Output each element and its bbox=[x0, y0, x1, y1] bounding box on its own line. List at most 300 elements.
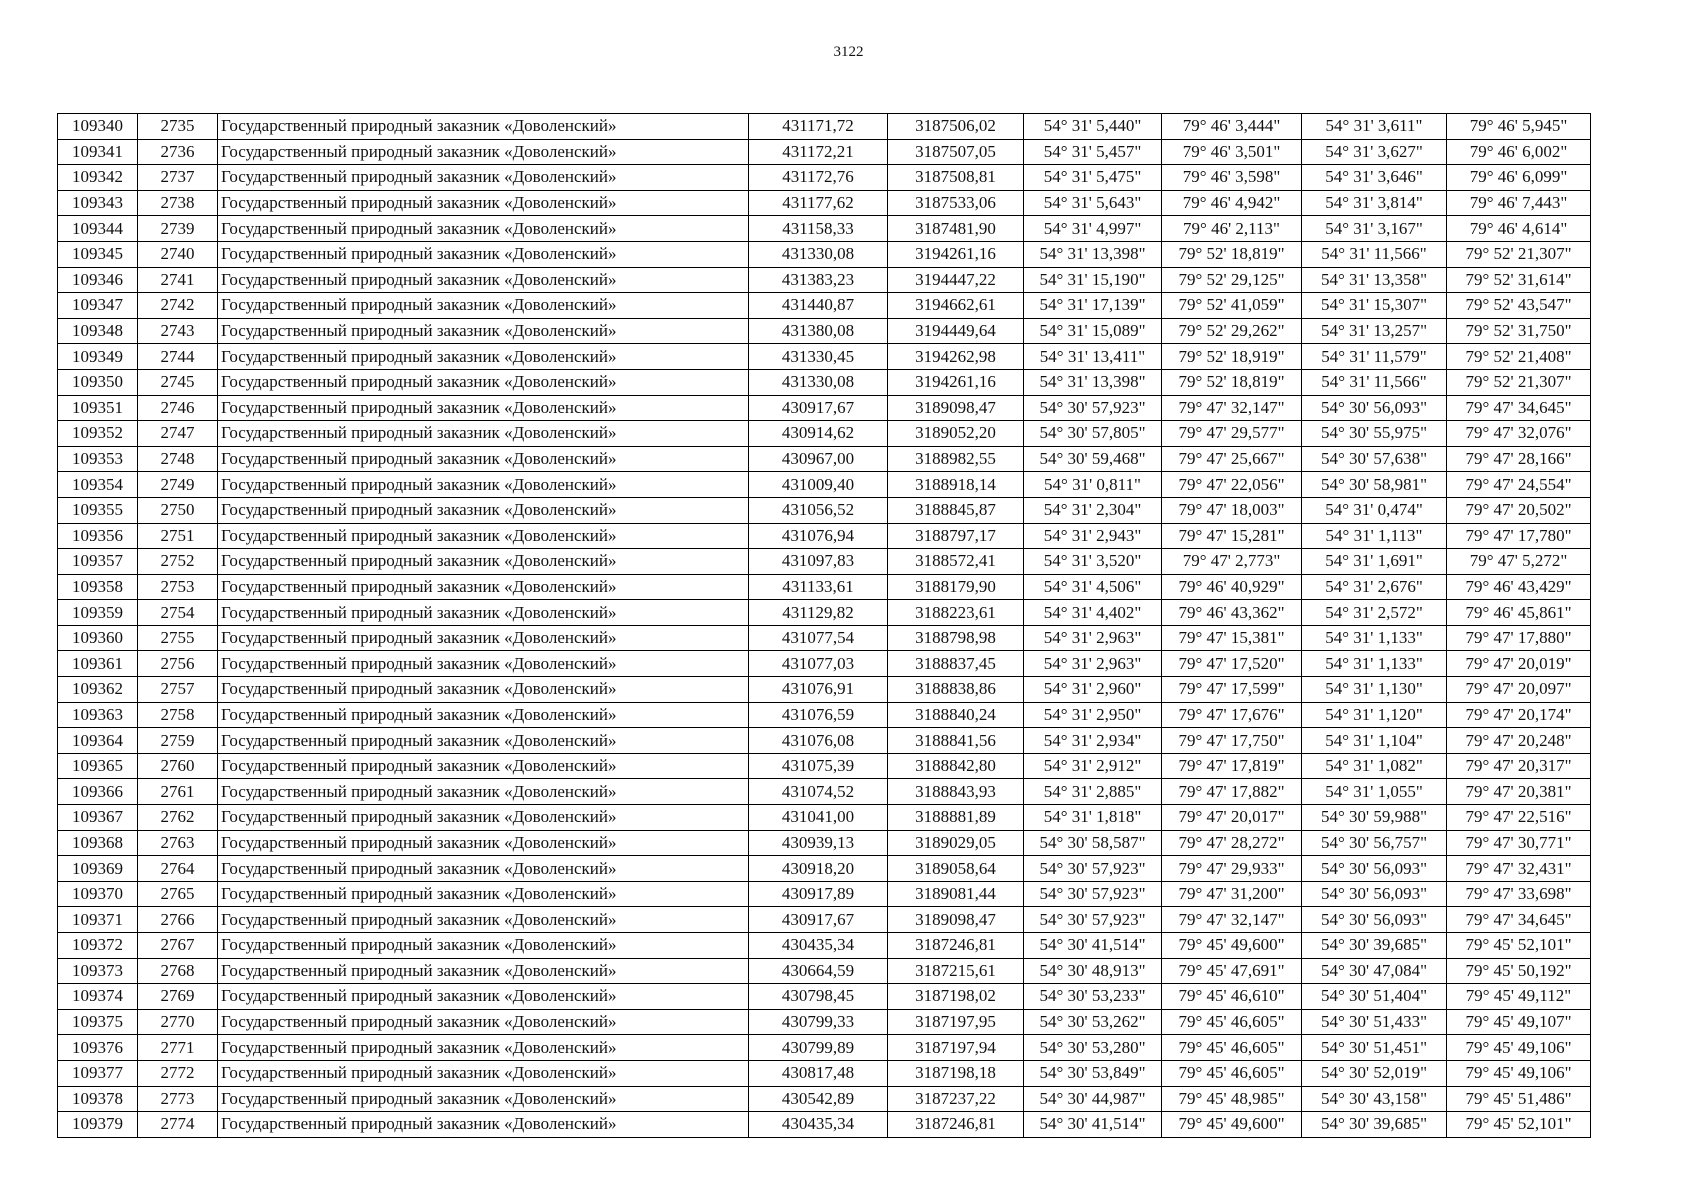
reserve-name-cell: Государственный природный заказник «Доволенский» bbox=[218, 574, 749, 600]
longitude-1-cell: 79° 47' 32,147" bbox=[1162, 395, 1302, 421]
row-id-cell: 109374 bbox=[58, 984, 138, 1010]
latitude-1-cell: 54° 31' 15,190" bbox=[1024, 267, 1162, 293]
point-number-cell: 2736 bbox=[138, 139, 218, 165]
latitude-1-cell: 54° 30' 41,514" bbox=[1024, 1112, 1162, 1138]
point-number-cell: 2747 bbox=[138, 421, 218, 447]
latitude-2-cell: 54° 30' 51,433" bbox=[1302, 1009, 1447, 1035]
row-id-cell: 109362 bbox=[58, 677, 138, 703]
y-coord-cell: 3188837,45 bbox=[888, 651, 1024, 677]
latitude-2-cell: 54° 30' 57,638" bbox=[1302, 446, 1447, 472]
longitude-2-cell: 79° 52' 21,307" bbox=[1447, 369, 1591, 395]
row-id-cell: 109367 bbox=[58, 805, 138, 831]
table-row bbox=[58, 165, 1591, 191]
latitude-1-cell: 54° 31' 2,950" bbox=[1024, 702, 1162, 728]
longitude-1-cell: 79° 46' 3,501" bbox=[1162, 139, 1302, 165]
y-coord-cell: 3194447,22 bbox=[888, 267, 1024, 293]
y-coord-cell: 3188841,56 bbox=[888, 728, 1024, 754]
reserve-name-cell: Государственный природный заказник «Доволенский» bbox=[218, 958, 749, 984]
latitude-2-cell: 54° 31' 1,082" bbox=[1302, 753, 1447, 779]
reserve-name-cell: Государственный природный заказник «Доволенский» bbox=[218, 190, 749, 216]
row-id-cell: 109348 bbox=[58, 318, 138, 344]
reserve-name-cell: Государственный природный заказник «Доволенский» bbox=[218, 984, 749, 1010]
latitude-2-cell: 54° 30' 55,975" bbox=[1302, 421, 1447, 447]
point-number-cell: 2766 bbox=[138, 907, 218, 933]
coordinates-table bbox=[57, 113, 1591, 1138]
y-coord-cell: 3188838,86 bbox=[888, 677, 1024, 703]
point-number-cell: 2745 bbox=[138, 369, 218, 395]
table-row bbox=[58, 702, 1591, 728]
latitude-1-cell: 54° 30' 59,468" bbox=[1024, 446, 1162, 472]
longitude-1-cell: 79° 52' 18,819" bbox=[1162, 369, 1302, 395]
point-number-cell: 2756 bbox=[138, 651, 218, 677]
latitude-1-cell: 54° 30' 53,233" bbox=[1024, 984, 1162, 1010]
x-coord-cell: 430435,34 bbox=[749, 1112, 888, 1138]
y-coord-cell: 3194261,16 bbox=[888, 241, 1024, 267]
table-row bbox=[58, 753, 1591, 779]
y-coord-cell: 3187246,81 bbox=[888, 933, 1024, 959]
reserve-name-cell: Государственный природный заказник «Доволенский» bbox=[218, 856, 749, 882]
longitude-2-cell: 79° 45' 52,101" bbox=[1447, 933, 1591, 959]
latitude-1-cell: 54° 30' 58,587" bbox=[1024, 830, 1162, 856]
longitude-2-cell: 79° 47' 20,174" bbox=[1447, 702, 1591, 728]
reserve-name-cell: Государственный природный заказник «Доволенский» bbox=[218, 241, 749, 267]
table-row bbox=[58, 344, 1591, 370]
row-id-cell: 109369 bbox=[58, 856, 138, 882]
y-coord-cell: 3187197,95 bbox=[888, 1009, 1024, 1035]
x-coord-cell: 430917,67 bbox=[749, 907, 888, 933]
y-coord-cell: 3194261,16 bbox=[888, 369, 1024, 395]
latitude-2-cell: 54° 30' 59,988" bbox=[1302, 805, 1447, 831]
latitude-2-cell: 54° 31' 15,307" bbox=[1302, 293, 1447, 319]
latitude-1-cell: 54° 31' 13,398" bbox=[1024, 241, 1162, 267]
longitude-2-cell: 79° 46' 5,945" bbox=[1447, 114, 1591, 140]
latitude-2-cell: 54° 30' 39,685" bbox=[1302, 1112, 1447, 1138]
longitude-1-cell: 79° 46' 40,929" bbox=[1162, 574, 1302, 600]
table-row bbox=[58, 1112, 1591, 1138]
reserve-name-cell: Государственный природный заказник «Доволенский» bbox=[218, 1112, 749, 1138]
table-row bbox=[58, 114, 1591, 140]
longitude-1-cell: 79° 47' 25,667" bbox=[1162, 446, 1302, 472]
x-coord-cell: 431172,76 bbox=[749, 165, 888, 191]
y-coord-cell: 3187237,22 bbox=[888, 1086, 1024, 1112]
longitude-1-cell: 79° 46' 4,942" bbox=[1162, 190, 1302, 216]
row-id-cell: 109341 bbox=[58, 139, 138, 165]
longitude-2-cell: 79° 46' 6,002" bbox=[1447, 139, 1591, 165]
latitude-2-cell: 54° 30' 39,685" bbox=[1302, 933, 1447, 959]
longitude-1-cell: 79° 47' 20,017" bbox=[1162, 805, 1302, 831]
longitude-2-cell: 79° 47' 20,097" bbox=[1447, 677, 1591, 703]
longitude-1-cell: 79° 46' 43,362" bbox=[1162, 600, 1302, 626]
latitude-1-cell: 54° 31' 4,997" bbox=[1024, 216, 1162, 242]
longitude-1-cell: 79° 45' 48,985" bbox=[1162, 1086, 1302, 1112]
latitude-1-cell: 54° 31' 17,139" bbox=[1024, 293, 1162, 319]
y-coord-cell: 3189052,20 bbox=[888, 421, 1024, 447]
longitude-2-cell: 79° 47' 17,880" bbox=[1447, 625, 1591, 651]
reserve-name-cell: Государственный природный заказник «Доволенский» bbox=[218, 625, 749, 651]
table-row bbox=[58, 779, 1591, 805]
point-number-cell: 2746 bbox=[138, 395, 218, 421]
longitude-1-cell: 79° 47' 17,520" bbox=[1162, 651, 1302, 677]
x-coord-cell: 431056,52 bbox=[749, 497, 888, 523]
x-coord-cell: 431171,72 bbox=[749, 114, 888, 140]
longitude-1-cell: 79° 47' 17,882" bbox=[1162, 779, 1302, 805]
reserve-name-cell: Государственный природный заказник «Доволенский» bbox=[218, 907, 749, 933]
longitude-1-cell: 79° 47' 29,577" bbox=[1162, 421, 1302, 447]
x-coord-cell: 430917,67 bbox=[749, 395, 888, 421]
reserve-name-cell: Государственный природный заказник «Доволенский» bbox=[218, 216, 749, 242]
row-id-cell: 109352 bbox=[58, 421, 138, 447]
point-number-cell: 2764 bbox=[138, 856, 218, 882]
latitude-2-cell: 54° 30' 43,158" bbox=[1302, 1086, 1447, 1112]
latitude-2-cell: 54° 31' 3,167" bbox=[1302, 216, 1447, 242]
longitude-1-cell: 79° 45' 46,610" bbox=[1162, 984, 1302, 1010]
latitude-1-cell: 54° 31' 2,912" bbox=[1024, 753, 1162, 779]
reserve-name-cell: Государственный природный заказник «Доволенский» bbox=[218, 267, 749, 293]
longitude-2-cell: 79° 47' 32,431" bbox=[1447, 856, 1591, 882]
table-row bbox=[58, 216, 1591, 242]
latitude-2-cell: 54° 31' 3,611" bbox=[1302, 114, 1447, 140]
longitude-1-cell: 79° 52' 18,819" bbox=[1162, 241, 1302, 267]
y-coord-cell: 3188179,90 bbox=[888, 574, 1024, 600]
y-coord-cell: 3188840,24 bbox=[888, 702, 1024, 728]
latitude-2-cell: 54° 31' 11,566" bbox=[1302, 369, 1447, 395]
longitude-2-cell: 79° 47' 5,272" bbox=[1447, 549, 1591, 575]
x-coord-cell: 430817,48 bbox=[749, 1060, 888, 1086]
x-coord-cell: 430664,59 bbox=[749, 958, 888, 984]
reserve-name-cell: Государственный природный заказник «Доволенский» bbox=[218, 318, 749, 344]
point-number-cell: 2740 bbox=[138, 241, 218, 267]
row-id-cell: 109365 bbox=[58, 753, 138, 779]
latitude-1-cell: 54° 31' 4,402" bbox=[1024, 600, 1162, 626]
point-number-cell: 2751 bbox=[138, 523, 218, 549]
row-id-cell: 109376 bbox=[58, 1035, 138, 1061]
latitude-2-cell: 54° 31' 3,627" bbox=[1302, 139, 1447, 165]
table-row bbox=[58, 421, 1591, 447]
longitude-2-cell: 79° 47' 33,698" bbox=[1447, 881, 1591, 907]
longitude-1-cell: 79° 46' 3,444" bbox=[1162, 114, 1302, 140]
point-number-cell: 2753 bbox=[138, 574, 218, 600]
table-row bbox=[58, 293, 1591, 319]
point-number-cell: 2737 bbox=[138, 165, 218, 191]
table-row bbox=[58, 369, 1591, 395]
x-coord-cell: 431177,62 bbox=[749, 190, 888, 216]
longitude-1-cell: 79° 45' 49,600" bbox=[1162, 1112, 1302, 1138]
table-row bbox=[58, 625, 1591, 651]
reserve-name-cell: Государственный природный заказник «Доволенский» bbox=[218, 830, 749, 856]
y-coord-cell: 3188881,89 bbox=[888, 805, 1024, 831]
row-id-cell: 109358 bbox=[58, 574, 138, 600]
table-row bbox=[58, 267, 1591, 293]
x-coord-cell: 431172,21 bbox=[749, 139, 888, 165]
latitude-2-cell: 54° 31' 2,572" bbox=[1302, 600, 1447, 626]
row-id-cell: 109372 bbox=[58, 933, 138, 959]
point-number-cell: 2772 bbox=[138, 1060, 218, 1086]
latitude-2-cell: 54° 31' 0,474" bbox=[1302, 497, 1447, 523]
row-id-cell: 109370 bbox=[58, 881, 138, 907]
y-coord-cell: 3188918,14 bbox=[888, 472, 1024, 498]
longitude-1-cell: 79° 47' 29,933" bbox=[1162, 856, 1302, 882]
x-coord-cell: 431133,61 bbox=[749, 574, 888, 600]
table-row bbox=[58, 984, 1591, 1010]
reserve-name-cell: Государственный природный заказник «Доволенский» bbox=[218, 549, 749, 575]
longitude-2-cell: 79° 47' 17,780" bbox=[1447, 523, 1591, 549]
table-row bbox=[58, 856, 1591, 882]
reserve-name-cell: Государственный природный заказник «Доволенский» bbox=[218, 1035, 749, 1061]
latitude-1-cell: 54° 30' 57,923" bbox=[1024, 395, 1162, 421]
point-number-cell: 2757 bbox=[138, 677, 218, 703]
latitude-1-cell: 54° 30' 53,262" bbox=[1024, 1009, 1162, 1035]
y-coord-cell: 3187508,81 bbox=[888, 165, 1024, 191]
reserve-name-cell: Государственный природный заказник «Доволенский» bbox=[218, 805, 749, 831]
x-coord-cell: 431075,39 bbox=[749, 753, 888, 779]
point-number-cell: 2760 bbox=[138, 753, 218, 779]
longitude-2-cell: 79° 46' 6,099" bbox=[1447, 165, 1591, 191]
row-id-cell: 109359 bbox=[58, 600, 138, 626]
latitude-1-cell: 54° 31' 4,506" bbox=[1024, 574, 1162, 600]
longitude-2-cell: 79° 47' 22,516" bbox=[1447, 805, 1591, 831]
latitude-2-cell: 54° 31' 3,646" bbox=[1302, 165, 1447, 191]
point-number-cell: 2762 bbox=[138, 805, 218, 831]
latitude-1-cell: 54° 31' 5,643" bbox=[1024, 190, 1162, 216]
point-number-cell: 2759 bbox=[138, 728, 218, 754]
x-coord-cell: 430798,45 bbox=[749, 984, 888, 1010]
y-coord-cell: 3189098,47 bbox=[888, 907, 1024, 933]
latitude-1-cell: 54° 30' 57,805" bbox=[1024, 421, 1162, 447]
x-coord-cell: 431077,54 bbox=[749, 625, 888, 651]
reserve-name-cell: Государственный природный заказник «Доволенский» bbox=[218, 677, 749, 703]
table-row bbox=[58, 446, 1591, 472]
point-number-cell: 2738 bbox=[138, 190, 218, 216]
latitude-1-cell: 54° 31' 5,475" bbox=[1024, 165, 1162, 191]
reserve-name-cell: Государственный природный заказник «Доволенский» bbox=[218, 728, 749, 754]
y-coord-cell: 3187215,61 bbox=[888, 958, 1024, 984]
latitude-1-cell: 54° 31' 15,089" bbox=[1024, 318, 1162, 344]
latitude-1-cell: 54° 31' 13,411" bbox=[1024, 344, 1162, 370]
longitude-1-cell: 79° 45' 46,605" bbox=[1162, 1009, 1302, 1035]
row-id-cell: 109375 bbox=[58, 1009, 138, 1035]
x-coord-cell: 431129,82 bbox=[749, 600, 888, 626]
row-id-cell: 109368 bbox=[58, 830, 138, 856]
longitude-2-cell: 79° 45' 52,101" bbox=[1447, 1112, 1591, 1138]
longitude-1-cell: 79° 46' 3,598" bbox=[1162, 165, 1302, 191]
point-number-cell: 2767 bbox=[138, 933, 218, 959]
latitude-2-cell: 54° 30' 56,093" bbox=[1302, 395, 1447, 421]
longitude-1-cell: 79° 47' 28,272" bbox=[1162, 830, 1302, 856]
point-number-cell: 2763 bbox=[138, 830, 218, 856]
longitude-2-cell: 79° 47' 20,317" bbox=[1447, 753, 1591, 779]
point-number-cell: 2742 bbox=[138, 293, 218, 319]
table-row bbox=[58, 497, 1591, 523]
longitude-2-cell: 79° 47' 30,771" bbox=[1447, 830, 1591, 856]
x-coord-cell: 431077,03 bbox=[749, 651, 888, 677]
y-coord-cell: 3187507,05 bbox=[888, 139, 1024, 165]
reserve-name-cell: Государственный природный заказник «Доволенский» bbox=[218, 446, 749, 472]
row-id-cell: 109356 bbox=[58, 523, 138, 549]
latitude-1-cell: 54° 31' 2,934" bbox=[1024, 728, 1162, 754]
latitude-2-cell: 54° 31' 2,676" bbox=[1302, 574, 1447, 600]
x-coord-cell: 431380,08 bbox=[749, 318, 888, 344]
y-coord-cell: 3194449,64 bbox=[888, 318, 1024, 344]
longitude-2-cell: 79° 47' 24,554" bbox=[1447, 472, 1591, 498]
y-coord-cell: 3187198,18 bbox=[888, 1060, 1024, 1086]
latitude-2-cell: 54° 31' 13,358" bbox=[1302, 267, 1447, 293]
longitude-2-cell: 79° 45' 49,106" bbox=[1447, 1035, 1591, 1061]
point-number-cell: 2768 bbox=[138, 958, 218, 984]
table-row bbox=[58, 907, 1591, 933]
x-coord-cell: 431076,94 bbox=[749, 523, 888, 549]
row-id-cell: 109378 bbox=[58, 1086, 138, 1112]
longitude-2-cell: 79° 52' 43,547" bbox=[1447, 293, 1591, 319]
longitude-1-cell: 79° 52' 41,059" bbox=[1162, 293, 1302, 319]
latitude-2-cell: 54° 30' 56,093" bbox=[1302, 881, 1447, 907]
latitude-2-cell: 54° 30' 58,981" bbox=[1302, 472, 1447, 498]
x-coord-cell: 430799,89 bbox=[749, 1035, 888, 1061]
page-number: 3122 bbox=[833, 44, 864, 60]
x-coord-cell: 431076,91 bbox=[749, 677, 888, 703]
reserve-name-cell: Государственный природный заказник «Доволенский» bbox=[218, 139, 749, 165]
table-body bbox=[58, 114, 1591, 1138]
longitude-2-cell: 79° 47' 34,645" bbox=[1447, 907, 1591, 933]
row-id-cell: 109373 bbox=[58, 958, 138, 984]
y-coord-cell: 3194662,61 bbox=[888, 293, 1024, 319]
latitude-2-cell: 54° 30' 56,093" bbox=[1302, 907, 1447, 933]
latitude-1-cell: 54° 31' 3,520" bbox=[1024, 549, 1162, 575]
latitude-1-cell: 54° 31' 13,398" bbox=[1024, 369, 1162, 395]
longitude-2-cell: 79° 52' 21,408" bbox=[1447, 344, 1591, 370]
row-id-cell: 109371 bbox=[58, 907, 138, 933]
latitude-1-cell: 54° 30' 57,923" bbox=[1024, 881, 1162, 907]
row-id-cell: 109360 bbox=[58, 625, 138, 651]
row-id-cell: 109345 bbox=[58, 241, 138, 267]
latitude-1-cell: 54° 30' 41,514" bbox=[1024, 933, 1162, 959]
latitude-2-cell: 54° 31' 1,133" bbox=[1302, 651, 1447, 677]
latitude-1-cell: 54° 31' 2,304" bbox=[1024, 497, 1162, 523]
point-number-cell: 2771 bbox=[138, 1035, 218, 1061]
table-row bbox=[58, 651, 1591, 677]
point-number-cell: 2749 bbox=[138, 472, 218, 498]
longitude-2-cell: 79° 47' 20,019" bbox=[1447, 651, 1591, 677]
y-coord-cell: 3189098,47 bbox=[888, 395, 1024, 421]
longitude-2-cell: 79° 52' 21,307" bbox=[1447, 241, 1591, 267]
point-number-cell: 2769 bbox=[138, 984, 218, 1010]
longitude-1-cell: 79° 47' 17,750" bbox=[1162, 728, 1302, 754]
longitude-2-cell: 79° 47' 34,645" bbox=[1447, 395, 1591, 421]
x-coord-cell: 431330,45 bbox=[749, 344, 888, 370]
point-number-cell: 2755 bbox=[138, 625, 218, 651]
point-number-cell: 2761 bbox=[138, 779, 218, 805]
table-row bbox=[58, 523, 1591, 549]
latitude-2-cell: 54° 31' 1,130" bbox=[1302, 677, 1447, 703]
longitude-2-cell: 79° 47' 28,166" bbox=[1447, 446, 1591, 472]
x-coord-cell: 431383,23 bbox=[749, 267, 888, 293]
row-id-cell: 109361 bbox=[58, 651, 138, 677]
reserve-name-cell: Государственный природный заказник «Доволенский» bbox=[218, 114, 749, 140]
latitude-2-cell: 54° 31' 1,691" bbox=[1302, 549, 1447, 575]
point-number-cell: 2744 bbox=[138, 344, 218, 370]
row-id-cell: 109350 bbox=[58, 369, 138, 395]
latitude-1-cell: 54° 30' 44,987" bbox=[1024, 1086, 1162, 1112]
x-coord-cell: 430799,33 bbox=[749, 1009, 888, 1035]
row-id-cell: 109340 bbox=[58, 114, 138, 140]
latitude-1-cell: 54° 30' 57,923" bbox=[1024, 907, 1162, 933]
reserve-name-cell: Государственный природный заказник «Доволенский» bbox=[218, 395, 749, 421]
longitude-2-cell: 79° 47' 20,381" bbox=[1447, 779, 1591, 805]
longitude-2-cell: 79° 45' 51,486" bbox=[1447, 1086, 1591, 1112]
longitude-2-cell: 79° 45' 49,112" bbox=[1447, 984, 1591, 1010]
row-id-cell: 109342 bbox=[58, 165, 138, 191]
longitude-1-cell: 79° 47' 18,003" bbox=[1162, 497, 1302, 523]
table-row bbox=[58, 190, 1591, 216]
reserve-name-cell: Государственный природный заказник «Доволенский» bbox=[218, 165, 749, 191]
longitude-2-cell: 79° 45' 49,107" bbox=[1447, 1009, 1591, 1035]
longitude-1-cell: 79° 52' 29,125" bbox=[1162, 267, 1302, 293]
row-id-cell: 109353 bbox=[58, 446, 138, 472]
latitude-2-cell: 54° 31' 1,133" bbox=[1302, 625, 1447, 651]
x-coord-cell: 431440,87 bbox=[749, 293, 888, 319]
row-id-cell: 109357 bbox=[58, 549, 138, 575]
reserve-name-cell: Государственный природный заказник «Доволенский» bbox=[218, 344, 749, 370]
longitude-2-cell: 79° 47' 20,248" bbox=[1447, 728, 1591, 754]
longitude-1-cell: 79° 47' 32,147" bbox=[1162, 907, 1302, 933]
longitude-1-cell: 79° 47' 15,381" bbox=[1162, 625, 1302, 651]
latitude-1-cell: 54° 31' 2,963" bbox=[1024, 651, 1162, 677]
reserve-name-cell: Государственный природный заказник «Доволенский» bbox=[218, 369, 749, 395]
row-id-cell: 109355 bbox=[58, 497, 138, 523]
x-coord-cell: 430914,62 bbox=[749, 421, 888, 447]
reserve-name-cell: Государственный природный заказник «Доволенский» bbox=[218, 497, 749, 523]
y-coord-cell: 3188842,80 bbox=[888, 753, 1024, 779]
x-coord-cell: 431076,59 bbox=[749, 702, 888, 728]
x-coord-cell: 431074,52 bbox=[749, 779, 888, 805]
row-id-cell: 109379 bbox=[58, 1112, 138, 1138]
latitude-1-cell: 54° 30' 57,923" bbox=[1024, 856, 1162, 882]
point-number-cell: 2758 bbox=[138, 702, 218, 728]
table-row bbox=[58, 574, 1591, 600]
point-number-cell: 2752 bbox=[138, 549, 218, 575]
table-row bbox=[58, 1086, 1591, 1112]
longitude-2-cell: 79° 52' 31,750" bbox=[1447, 318, 1591, 344]
table-row bbox=[58, 1035, 1591, 1061]
y-coord-cell: 3194262,98 bbox=[888, 344, 1024, 370]
longitude-2-cell: 79° 52' 31,614" bbox=[1447, 267, 1591, 293]
row-id-cell: 109347 bbox=[58, 293, 138, 319]
x-coord-cell: 430939,13 bbox=[749, 830, 888, 856]
y-coord-cell: 3187197,94 bbox=[888, 1035, 1024, 1061]
latitude-2-cell: 54° 31' 11,579" bbox=[1302, 344, 1447, 370]
x-coord-cell: 430435,34 bbox=[749, 933, 888, 959]
y-coord-cell: 3188797,17 bbox=[888, 523, 1024, 549]
latitude-1-cell: 54° 31' 2,885" bbox=[1024, 779, 1162, 805]
y-coord-cell: 3189029,05 bbox=[888, 830, 1024, 856]
point-number-cell: 2754 bbox=[138, 600, 218, 626]
table-row bbox=[58, 728, 1591, 754]
point-number-cell: 2748 bbox=[138, 446, 218, 472]
reserve-name-cell: Государственный природный заказник «Доволенский» bbox=[218, 421, 749, 447]
latitude-1-cell: 54° 30' 48,913" bbox=[1024, 958, 1162, 984]
reserve-name-cell: Государственный природный заказник «Доволенский» bbox=[218, 293, 749, 319]
table-row bbox=[58, 1060, 1591, 1086]
table-row bbox=[58, 958, 1591, 984]
row-id-cell: 109349 bbox=[58, 344, 138, 370]
point-number-cell: 2765 bbox=[138, 881, 218, 907]
row-id-cell: 109344 bbox=[58, 216, 138, 242]
longitude-2-cell: 79° 47' 20,502" bbox=[1447, 497, 1591, 523]
table-row bbox=[58, 318, 1591, 344]
longitude-1-cell: 79° 47' 31,200" bbox=[1162, 881, 1302, 907]
latitude-1-cell: 54° 31' 1,818" bbox=[1024, 805, 1162, 831]
row-id-cell: 109351 bbox=[58, 395, 138, 421]
reserve-name-cell: Государственный природный заказник «Доволенский» bbox=[218, 1086, 749, 1112]
